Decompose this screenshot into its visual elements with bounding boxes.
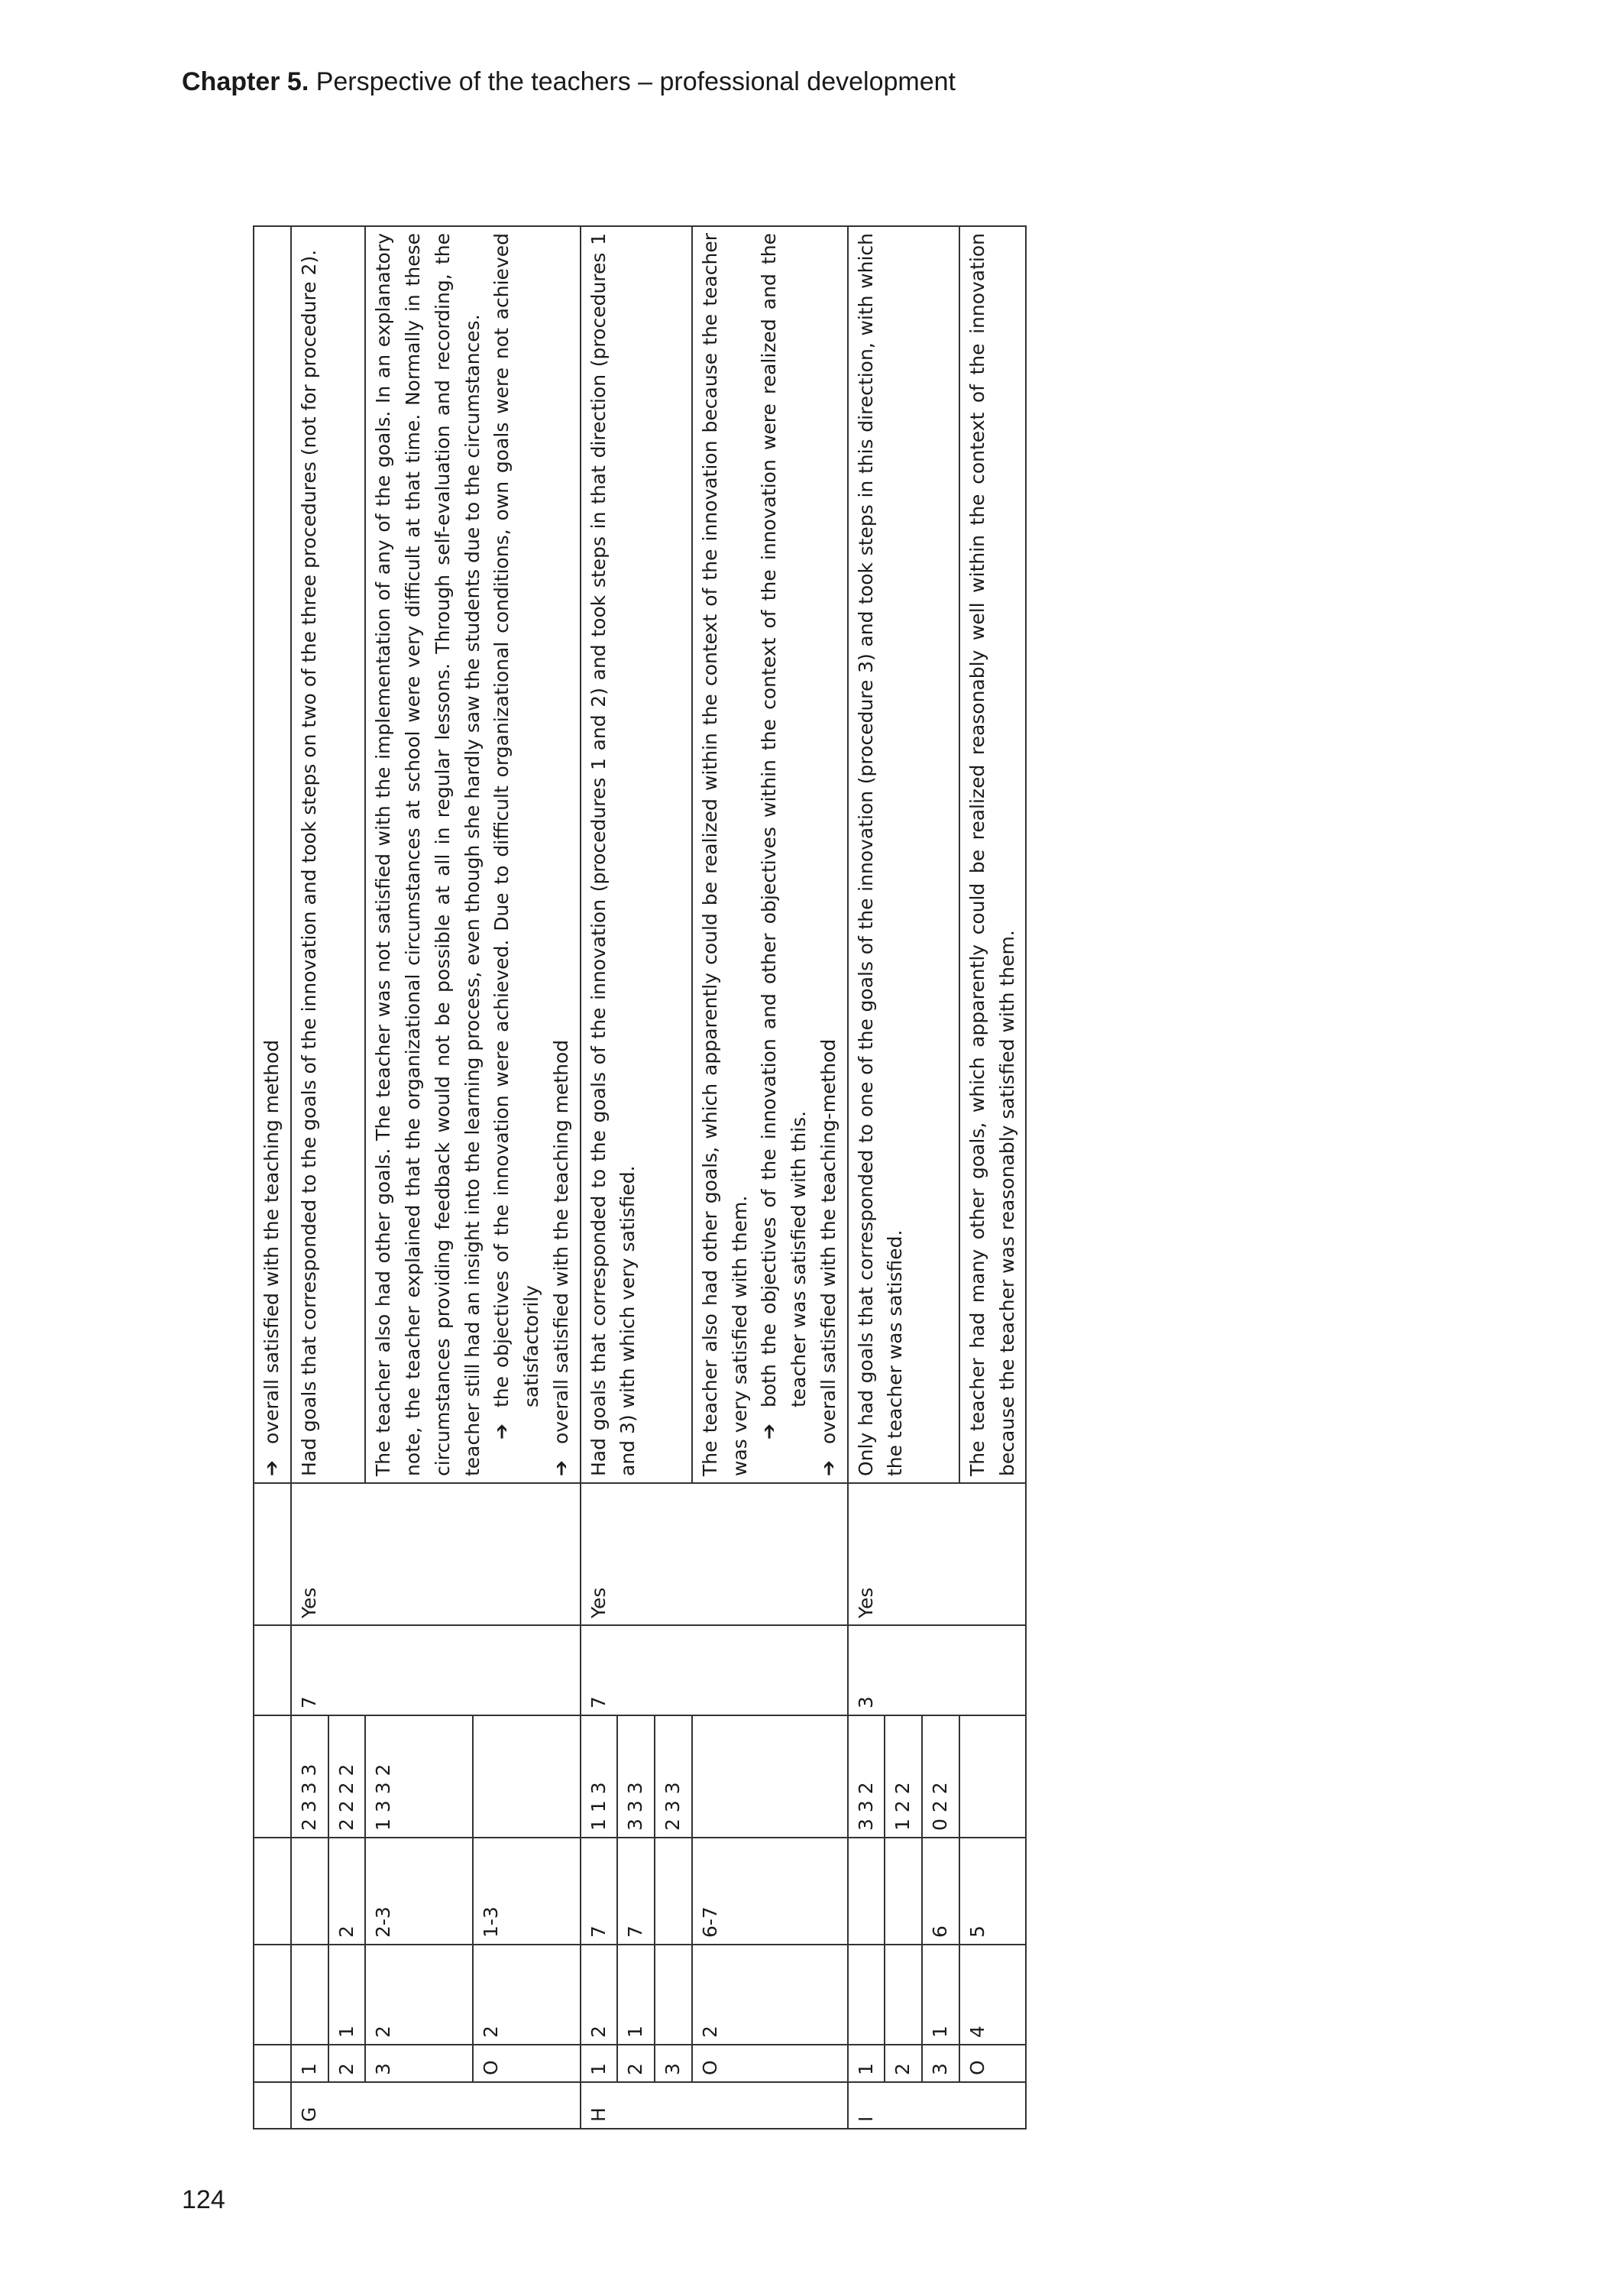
rotated-table-container (253, 227, 1347, 2129)
procedure-label: 1 (581, 2045, 618, 2082)
score-triplet: 1 2 2 (885, 1715, 922, 1838)
chapter-label: Chapter 5. (182, 67, 309, 96)
table-row: 3 1 6 0 2 2 (922, 226, 959, 2129)
description-goals: Only had goals that corresponded to one of the goals of the innovation (procedure 3) and took steps in this direction, with which the teacher was satisfied. (848, 226, 959, 1483)
table-row: O 2 1-3 (473, 226, 581, 2129)
table-row: 2 1 7 3 3 3 (617, 226, 655, 2129)
table-row (254, 226, 291, 2129)
score-triplet: 1 1 3 (581, 1715, 618, 1838)
page-number: 124 (182, 2185, 225, 2214)
teacher-label: G (291, 2082, 581, 2129)
results-table (253, 225, 1027, 2129)
yes-cell: Yes (848, 1483, 1027, 1625)
total-score: 7 (291, 1625, 581, 1715)
summary-text: overall satisfied with the teaching method (260, 1039, 283, 1444)
page-header (182, 67, 956, 97)
score-triplet: 3 3 3 (617, 1715, 655, 1838)
table-row: O 4 5 The teacher had many other goals, which apparently could be realized reasonably well within the context of the innovation because the teacher was reasonably satisfied with them. (959, 226, 1027, 2129)
score-triplet: 3 3 2 (848, 1715, 885, 1838)
score-triplet: 1 3 3 2 (365, 1715, 473, 1838)
score-triplet: 0 2 2 (922, 1715, 959, 1838)
procedure-label: 3 (922, 2045, 959, 2082)
chapter-title: Perspective of the teachers – professional development (309, 67, 956, 96)
table-row: O 2 6-7 The teacher also had other goals, which apparently could be realized within the context of the innovation because the teacher was very satisfied with them. ➔ both the objectives of the innovation and other objectives within the context of the innovation were realized and the teacher was satisfied with this. ➔ overall satisfied with the teaching-method (692, 226, 848, 2129)
procedure-label: 1 (291, 2045, 328, 2082)
arrow-right-icon: ➔ (260, 1460, 283, 1476)
procedure-label: 2 (885, 2045, 922, 2082)
procedure-label: O (692, 2045, 848, 2082)
procedure-label: 2 (617, 2045, 655, 2082)
description-other-goals: The teacher had many other goals, which apparently could be realized reasonably well within the context of the innovation because the teacher was reasonably satisfied with them. (959, 226, 1027, 1483)
teacher-label: H (581, 2082, 848, 2129)
table-row: 3 2 2-3 1 3 3 2 The teacher also had other goals. The teacher was not satisfied with the implementation of any of the goals. In an explanatory note, the teacher explained that the organizational circumstances at school were very difficult at that time. Normally in these circumstances providing feedback would not be possible at all in regular lessons. Through self-evaluation and recording, the teacher still had an insight into the learning process, even though she hardly saw the students due to the circumstances. ➔ the objectives of the innovation were achieved. Due to difficult organizational conditions, own goals were not achieved satisfactorily ➔ overall satisfied with the teaching method (365, 226, 473, 2129)
score-triplet: 2 3 3 (655, 1715, 692, 1838)
arrow-right-icon: ➔ (817, 1460, 839, 1476)
total-score: 7 (581, 1625, 848, 1715)
table-row: H 1 2 7 1 1 3 7 Yes Had goals that corresponded to the goals of the innovation (procedures 1 and 2) and took steps in that direction (procedures 1 and 3) with which very satisfied. (581, 226, 618, 2129)
arrow-right-icon: ➔ (758, 1423, 781, 1440)
score-triplet: 2 2 2 2 (328, 1715, 366, 1838)
procedure-label: O (473, 2045, 581, 2082)
yes-cell: Yes (291, 1483, 581, 1625)
table-row: 2 1 2 2 2 2 2 (328, 226, 366, 2129)
procedure-label: 2 (328, 2045, 366, 2082)
description-other-goals: The teacher also had other goals, which apparently could be realized within the context of the innovation because the teacher was very satisfied with them. ➔ both the objectives of the innovation and other objectives within the context of the innovation were realized and the teacher was satisfied with this. ➔ overall satisfied with the teaching-method (692, 226, 848, 1483)
procedure-label: 1 (848, 2045, 885, 2082)
rotated-table (253, 227, 1347, 2129)
teacher-label: I (848, 2082, 1027, 2129)
arrow-right-icon: ➔ (549, 1460, 572, 1476)
table-row (291, 226, 328, 2129)
procedure-label: 3 (365, 2045, 473, 2082)
description-goals: Had goals that corresponded to the goals of the innovation and took steps on two of the three procedures (not for procedure 2). (291, 226, 366, 1483)
table-row (848, 226, 885, 2129)
procedure-label: 3 (655, 2045, 692, 2082)
procedure-label: O (959, 2045, 1027, 2082)
score-triplet: 2 3 3 3 (291, 1715, 328, 1838)
arrow-right-icon: ➔ (490, 1423, 513, 1440)
description-other-goals: The teacher also had other goals. The teacher was not satisfied with the implementation of any of the goals. In an explanatory note, the teacher explained that the organizational circumstances at school were very difficult at that time. Normally in these circumstances providing feedback would not be possible at all in regular lessons. Through self-evaluation and recording, the teacher still had an insight into the learning process, even though she hardly saw the students due to the circumstances. ➔ the objectives of the innovation were achieved. Due to difficult organizational conditions, own goals were not achieved satisfactorily ➔ overall satisfied with the teaching method (365, 226, 580, 1483)
yes-cell: Yes (581, 1483, 848, 1625)
description-goals: Had goals that corresponded to the goals of the innovation (procedures 1 and 2) and took steps in that direction (procedures 1 and 3) with which very satisfied. (581, 226, 692, 1483)
total-score: 3 (848, 1625, 1027, 1715)
